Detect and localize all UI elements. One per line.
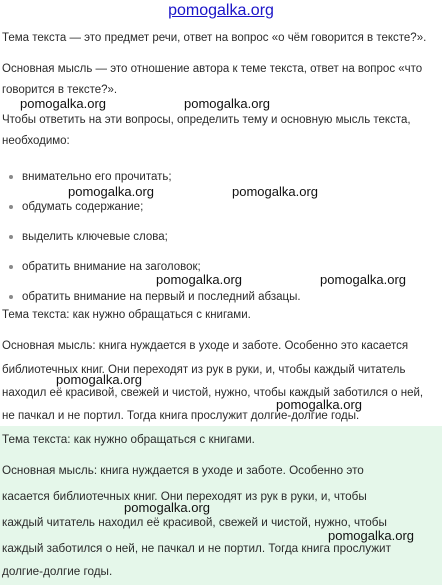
watermark: pomogalka.org [156,272,242,287]
watermark: pomogalka.org [184,96,270,111]
answer-idea-line-4: каждый заботился о ней, не пачкал и не портил. Тогда книга прослужит [2,542,391,555]
watermark: pomogalka.org [232,184,318,199]
example-idea-line-1: Основная мысль: книга нуждается в уходе и заботе. Особенно это касается [2,340,409,352]
answer-idea-line-5: долгие-долгие годы. [2,565,113,578]
example-idea-line-4: не пачкал и не портил. Тогда книга прослужит долгие-долгие годы. [2,410,360,422]
list-item: внимательно его прочитать; [8,162,301,192]
watermark: pomogalka.org [276,397,362,412]
watermark: pomogalka.org [320,272,406,287]
watermark: pomogalka.org [68,184,154,199]
watermark: pomogalka.org [124,500,210,515]
watermark: pomogalka.org [328,528,414,543]
answer-block [0,426,442,585]
answer-idea-line-2: касается библиотечных книг. Они переходят из рук в руки, и, чтобы [2,490,367,503]
list-item: обдумать содержание; [8,192,301,222]
example-idea-line-2: библиотечных книг. Они переходят из рук в руки, и, чтобы каждый читатель [2,364,406,376]
list-item: обратить внимание на первый и последний абзацы. [8,282,301,312]
theory-main-idea-line-2: говорится в тексте?». [2,84,118,96]
example-idea-line-3: находил её красивой, свежей и чистой, нужно, чтобы каждый заботился о ней, [2,387,424,399]
watermark: pomogalka.org [20,96,106,111]
example-topic: Тема текста: как нужно обращаться с книгами. [2,309,251,321]
watermark: pomogalka.org [56,372,142,387]
theory-topic-definition: Тема текста — это предмет речи, ответ на вопрос «о чём говорится в тексте?». [2,32,427,44]
answer-idea-line-3: каждый читатель находил её красивой, свежей и чистой, нужно, чтобы [2,516,387,529]
theory-instruction-line-1: Чтобы ответить на эти вопросы, определить тему и основную мысль текста, [2,114,411,126]
theory-main-idea-line-1: Основная мысль — это отношение автора к теме текста, ответ на вопрос «что [2,63,423,75]
site-header-link[interactable]: pomogalka.org [168,2,274,19]
answer-topic: Тема текста: как нужно обращаться с книгами. [2,433,255,446]
list-item: обратить внимание на заголовок; [8,252,301,282]
answer-idea-line-1: Основная мысль: книга нуждается в уходе и заботе. Особенно это [2,464,364,477]
theory-instruction-line-2: необходимо: [2,135,70,147]
list-item: выделить ключевые слова; [8,222,301,252]
